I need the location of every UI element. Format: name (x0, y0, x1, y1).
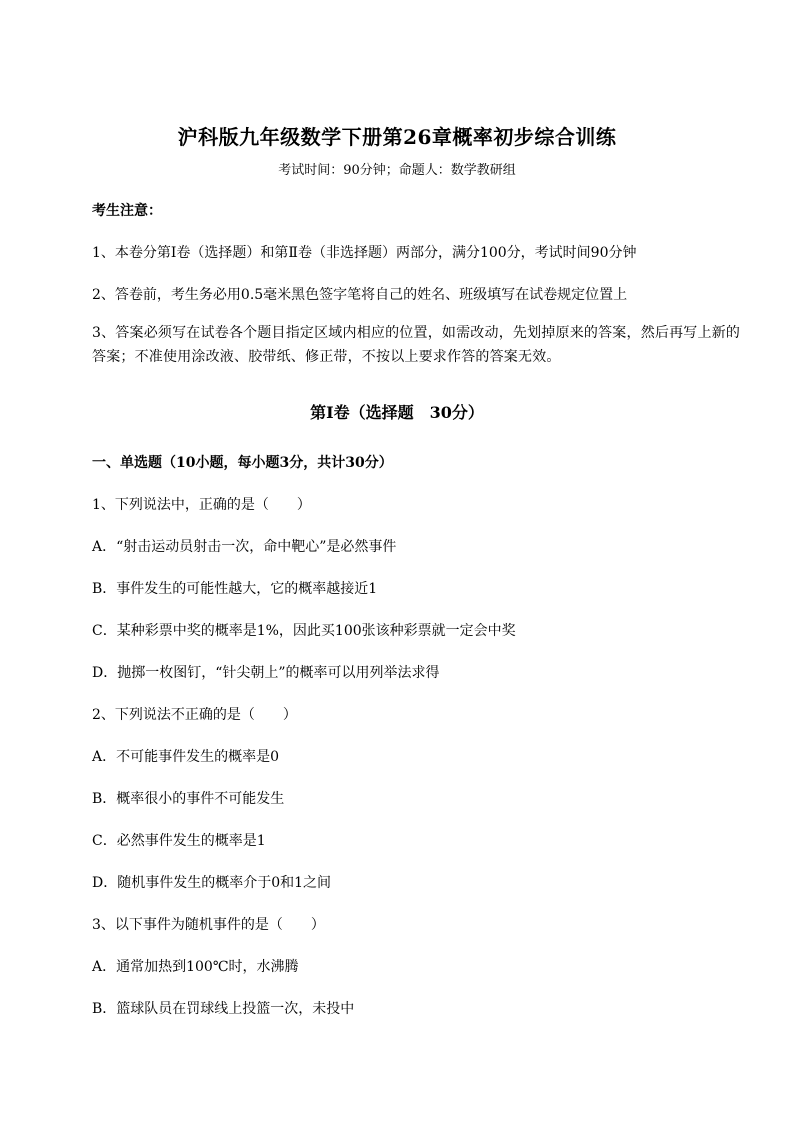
question-stem: 2、下列说法不正确的是（ ） (92, 707, 297, 723)
question-option: D．随机事件发生的概率介于0和1之间 (92, 875, 332, 891)
exam-title: 沪科版九年级数学下册第26章概率初步综合训练 (177, 125, 617, 149)
question-option: C．必然事件发生的概率是1 (92, 833, 266, 849)
question-option: D．抛掷一枚图钉，“针尖朝上”的概率可以用列举法求得 (92, 665, 440, 681)
part-title: 第I卷（选择题 30分） (310, 403, 484, 422)
exam-subtitle: 考试时间：90分钟；命题人：数学教研组 (278, 163, 516, 178)
question-stem: 1、下列说法中，正确的是（ ） (92, 497, 311, 513)
notice-item-1: 1、本卷分第I卷（选择题）和第Ⅱ卷（非选择题）两部分，满分100分，考试时间90分钟 (92, 245, 637, 261)
question-stem: 3、以下事件为随机事件的是（ ） (92, 917, 325, 933)
notice-item-3: 3、答案必须写在试卷各个题目指定区域内相应的位置，如需改动，先划掉原来的答案，然后再写上新的答案；不准使用涂改液、胶带纸、修正带，不按以上要求作答的答案无效。 (92, 325, 741, 365)
notice-heading: 考生注意： (92, 203, 162, 219)
question-option: B．事件发生的可能性越大，它的概率越接近1 (92, 581, 378, 597)
notice-item-2: 2、答卷前，考生务必用0.5毫米黑色签字笔将自己的姓名、班级填写在试卷规定位置上 (92, 287, 628, 303)
question-option: A．“射击运动员射击一次，命中靶心”是必然事件 (92, 539, 397, 555)
question-option: A．不可能事件发生的概率是0 (92, 749, 280, 765)
question-option: B．篮球队员在罚球线上投篮一次，未投中 (92, 1001, 355, 1017)
section-heading: 一、单选题（10小题，每小题3分，共计30分） (92, 455, 393, 471)
question-option: C．某种彩票中奖的概率是1%，因此买100张该种彩票就一定会中奖 (92, 623, 516, 639)
question-option: A．通常加热到100℃时，水沸腾 (92, 959, 299, 975)
question-option: B．概率很小的事件不可能发生 (92, 791, 285, 807)
